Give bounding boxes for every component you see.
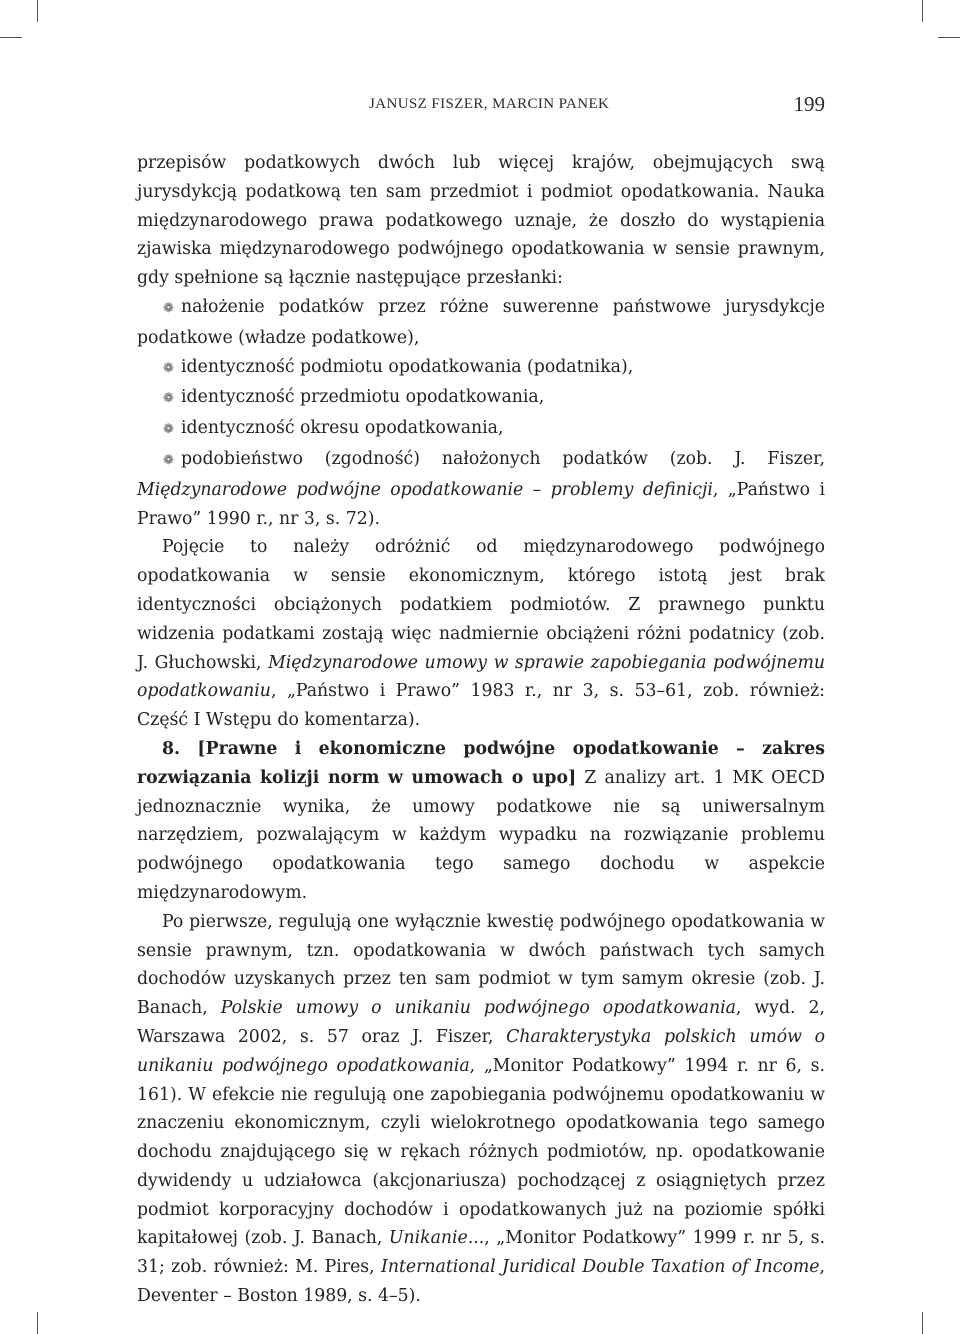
bullet-item (137, 414, 825, 445)
citation-source: , „Państwo i Prawo” 1983 r., nr 3, s. 53–61, zob. również: Część I Wstępu do komentarza). (137, 681, 825, 731)
flower-bullet-icon: ❁ (163, 300, 174, 316)
bullet-text: nałożenie podatków przez różne suwerenne państwowe jurysdykcje podatkowe (władze podatkowe), (137, 296, 825, 348)
crop-mark-top-right (922, 0, 923, 22)
bullet-text: identyczność przedmiotu opodatkowania, (181, 387, 545, 408)
paragraph-text: , „Monitor Podatkowy” 1999 r. nr 5, s. 31; zob. również: M. Pires, (137, 1228, 826, 1278)
citation-title: Charakterystyka polskich umów o unikaniu podwójnego opodatkowania (137, 1026, 825, 1076)
paragraph-text: , wyd. 2, Warszawa 2002, s. 57 oraz J. Fiszer, (137, 998, 825, 1047)
crop-mark-bottom-left (37, 1312, 38, 1334)
paragraph-text: Pojęcie to należy odróżnić od międzynarodowego podwójnego opodatkowania w sensie ekonomicznym, którego istotą jest brak identyczności obciążonych podatkiem podmiotów. Z prawnego punktu widzenia podatkami zostają więc nadmiernie obciążeni różni podatnicy (zob. J. Głuchowski, (137, 537, 825, 673)
bullet-item (137, 445, 825, 533)
bullet-item (137, 293, 825, 353)
section-heading: 8. [Prawne i ekonomiczne podwójne opodatkowanie – zakres rozwiązania kolizji norm w umowach o upo] (137, 738, 825, 788)
bullet-text: podobieństwo (zgodność) nałożonych podatków (zob. J. Fiszer, (181, 448, 825, 469)
crop-mark-bottom-right (922, 1312, 923, 1334)
citation-title: Polskie umowy o unikaniu podwójnego opodatkowania (220, 998, 736, 1019)
flower-bullet-icon: ❁ (163, 391, 174, 407)
paragraph-economic (137, 533, 825, 735)
paragraph-intro: przepisów podatkowych dwóch lub więcej krajów, obejmujących swą jurysdykcją podatkową ten sam przedmiot i podmiot opodatkowania. Nauka międzynarodowego prawa podatkowego uznaje, że doszło do wystąpienia zjawiska międzynarodowego podwójnego opodatkowania w sensie prawnym, gdy spełnione są łącznie następujące przesłanki: (137, 153, 825, 289)
running-header (137, 92, 825, 118)
body-text (137, 149, 825, 1311)
flower-bullet-icon: ❁ (163, 360, 174, 376)
flower-bullet-icon: ❁ (163, 422, 174, 438)
crop-mark-top-left-h (0, 37, 22, 38)
paragraph-text: , „Monitor Podatkowy” 1994 r. nr 6, s. 161). W efekcie nie regulują one zapobiegania podwójnemu opodatkowaniu w znaczeniu ekonomicznym, czyli wielokrotnego opodatkowania tego samego dochodu znajdującego się w rękach różnych podmiotów, np. opodatkowanie dywidendy u udziałowca (akcjonariusza) pochodzącej z osiągniętych przez podmiot korporacyjny dochodów i opodatkowanych już na poziomie spółki kapitałowej (zob. J. Banach, (137, 1055, 825, 1249)
citation-title: Międzynarodowe podwójne opodatkowanie – problemy definicji (137, 479, 713, 500)
citation-source: , „Państwo i Prawo” 1990 r., nr 3, s. 72). (137, 479, 825, 529)
bullet-text: identyczność podmiotu opodatkowania (podatnika), (181, 356, 634, 377)
paragraph-section-8 (137, 735, 825, 908)
citation-title: Unikanie... (388, 1228, 485, 1249)
page-number: 199 (793, 92, 825, 116)
running-head-authors: JANUSZ FISZER, MARCIN PANEK (369, 96, 610, 112)
crop-mark-top-left (37, 0, 38, 22)
paragraph-text: Po pierwsze, regulują one wyłącznie kwestię podwójnego opodatkowania w sensie prawnym, tzn. opodatkowania w dwóch państwach tych samych dochodów uzyskanych przez ten sam podmiot w tym samym okresie (zob. J. Banach, (137, 911, 825, 1019)
paragraph-first (137, 908, 825, 1311)
paragraph-text: , Deventer – Boston 1989, s. 4–5). (137, 1257, 825, 1307)
citation-title: International Juridical Double Taxation of Income (381, 1257, 820, 1278)
flower-bullet-icon: ❁ (163, 452, 174, 468)
crop-mark-top-right-h (938, 37, 960, 38)
bullet-item (137, 353, 825, 384)
paragraph-text: Z analizy art. 1 MK OECD jednoznacznie wynika, że umowy podatkowe nie są uniwersalnym narzędziem, pozwalającym w każdym wypadku na rozwiązanie problemu podwójnego opodatkowania tego samego dochodu w aspekcie międzynarodowym. (137, 767, 825, 903)
bullet-item (137, 383, 825, 414)
bullet-text: identyczność okresu opodatkowania, (181, 418, 504, 439)
citation-title: Międzynarodowe umowy w sprawie zapobiegania podwójnemu opodatkowaniu (137, 652, 825, 702)
